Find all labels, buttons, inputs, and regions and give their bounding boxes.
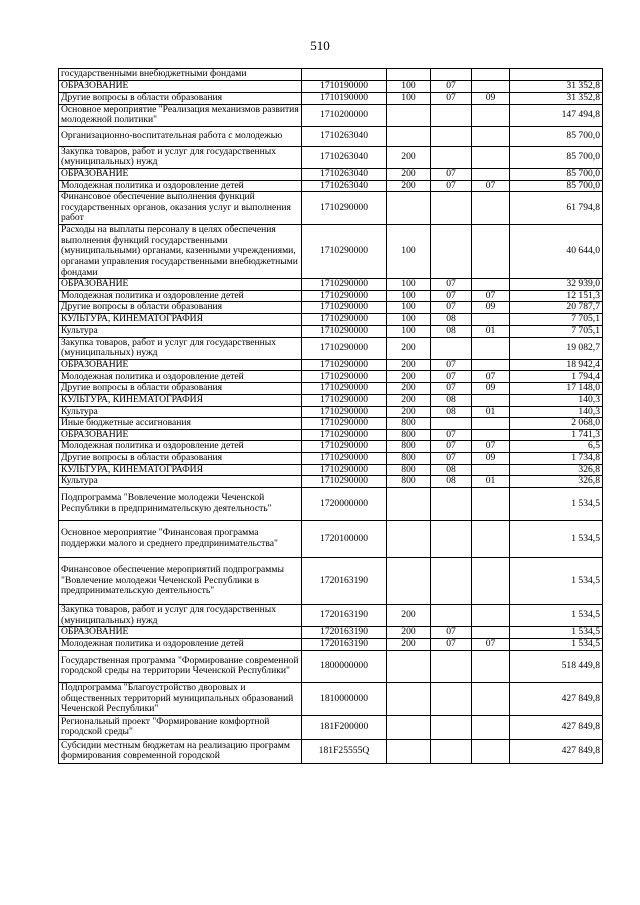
cell-rz bbox=[431, 337, 472, 359]
table-row bbox=[59, 638, 603, 650]
cell-pr: 07 bbox=[472, 290, 510, 302]
cell-rz: 08 bbox=[431, 313, 472, 325]
cell-name: Финансовое обеспечение мероприятий подпрограммы "Вовлечение молодежи Чеченской Республики в предпринимательскую деятельность" bbox=[59, 558, 302, 605]
cell-sum: 427 849,8 bbox=[510, 739, 603, 763]
cell-pr bbox=[472, 650, 510, 682]
cell-vr bbox=[387, 739, 431, 763]
cell-rz bbox=[431, 225, 472, 279]
table-row bbox=[59, 464, 603, 476]
cell-sum: 1 534,5 bbox=[510, 558, 603, 605]
cell-sum: 2 068,0 bbox=[510, 418, 603, 430]
cell-sum bbox=[510, 69, 603, 81]
cell-name: Молодежная политика и оздоровление детей bbox=[59, 290, 302, 302]
table-row bbox=[59, 650, 603, 682]
cell-sum: 18 942,4 bbox=[510, 359, 603, 371]
cell-pr: 09 bbox=[472, 92, 510, 104]
cell-pr bbox=[472, 715, 510, 739]
cell-name: Другие вопросы в области образования bbox=[59, 92, 302, 104]
cell-rz bbox=[431, 739, 472, 763]
cell-name: Молодежная политика и оздоровление детей bbox=[59, 180, 302, 192]
cell-code: 1710290000 bbox=[302, 464, 387, 476]
cell-sum: 20 787,7 bbox=[510, 302, 603, 314]
cell-code: 1710290000 bbox=[302, 441, 387, 453]
table-row bbox=[59, 739, 603, 763]
cell-code bbox=[302, 69, 387, 81]
cell-rz: 07 bbox=[431, 180, 472, 192]
cell-code: 1710290000 bbox=[302, 337, 387, 359]
cell-name: государственными внебюджетными фондами bbox=[59, 69, 302, 81]
cell-vr: 100 bbox=[387, 92, 431, 104]
cell-rz: 07 bbox=[431, 638, 472, 650]
cell-sum: 1 534,5 bbox=[510, 488, 603, 521]
cell-vr: 200 bbox=[387, 383, 431, 395]
cell-sum: 1 534,5 bbox=[510, 638, 603, 650]
cell-sum: 85 700,0 bbox=[510, 180, 603, 192]
cell-vr: 100 bbox=[387, 325, 431, 337]
cell-vr: 800 bbox=[387, 464, 431, 476]
cell-code: 1710290000 bbox=[302, 302, 387, 314]
cell-name: Расходы на выплаты персоналу в целях обеспечения выполнения функций государственными (муниципальными) органами, казенными учреждениями, органами управления государственными внебюджетными фондами bbox=[59, 225, 302, 279]
cell-name: ОБРАЗОВАНИЕ bbox=[59, 429, 302, 441]
table-row bbox=[59, 488, 603, 521]
cell-pr bbox=[472, 627, 510, 639]
cell-sum: 19 082,7 bbox=[510, 337, 603, 359]
cell-pr bbox=[472, 394, 510, 406]
cell-code: 1720163190 bbox=[302, 605, 387, 627]
cell-code: 1710290000 bbox=[302, 394, 387, 406]
cell-sum: 7 705,1 bbox=[510, 325, 603, 337]
cell-name: Государственная программа "Формирование современной городской среды на территории Чеченской Республики" bbox=[59, 650, 302, 682]
cell-pr bbox=[472, 104, 510, 126]
table-row bbox=[59, 337, 603, 359]
table-row bbox=[59, 279, 603, 291]
cell-rz bbox=[431, 104, 472, 126]
cell-vr: 100 bbox=[387, 313, 431, 325]
table-row bbox=[59, 418, 603, 430]
cell-pr bbox=[472, 69, 510, 81]
cell-pr bbox=[472, 464, 510, 476]
cell-pr bbox=[472, 337, 510, 359]
cell-code: 1710290000 bbox=[302, 313, 387, 325]
table-row bbox=[59, 69, 603, 81]
cell-vr: 200 bbox=[387, 359, 431, 371]
cell-name: Другие вопросы в области образования bbox=[59, 453, 302, 465]
cell-name: КУЛЬТУРА, КИНЕМАТОГРАФИЯ bbox=[59, 394, 302, 406]
cell-vr bbox=[387, 104, 431, 126]
cell-rz: 07 bbox=[431, 441, 472, 453]
table-row bbox=[59, 290, 603, 302]
cell-code: 1710263040 bbox=[302, 180, 387, 192]
cell-pr bbox=[472, 429, 510, 441]
table-row bbox=[59, 180, 603, 192]
cell-rz: 08 bbox=[431, 464, 472, 476]
cell-vr bbox=[387, 69, 431, 81]
cell-pr bbox=[472, 279, 510, 291]
cell-name: Подпрограмма "Вовлечение молодежи Чеченской Республики в предпринимательскую деятельность" bbox=[59, 488, 302, 521]
table-row bbox=[59, 80, 603, 92]
table-row bbox=[59, 521, 603, 558]
cell-vr: 800 bbox=[387, 453, 431, 465]
cell-name: Другие вопросы в области образования bbox=[59, 383, 302, 395]
cell-pr bbox=[472, 488, 510, 521]
cell-vr: 200 bbox=[387, 146, 431, 168]
table-row bbox=[59, 453, 603, 465]
cell-vr: 100 bbox=[387, 279, 431, 291]
cell-sum: 1 534,5 bbox=[510, 521, 603, 558]
cell-vr bbox=[387, 650, 431, 682]
cell-rz bbox=[431, 715, 472, 739]
cell-code: 1710290000 bbox=[302, 371, 387, 383]
cell-name: Закупка товаров, работ и услуг для государственных (муниципальных) нужд bbox=[59, 605, 302, 627]
cell-rz bbox=[431, 650, 472, 682]
cell-vr: 200 bbox=[387, 638, 431, 650]
cell-vr bbox=[387, 521, 431, 558]
cell-sum: 40 644,0 bbox=[510, 225, 603, 279]
cell-sum: 427 849,8 bbox=[510, 682, 603, 715]
cell-rz bbox=[431, 418, 472, 430]
cell-rz: 07 bbox=[431, 371, 472, 383]
table-row bbox=[59, 168, 603, 180]
cell-vr: 200 bbox=[387, 627, 431, 639]
cell-code: 1710263040 bbox=[302, 146, 387, 168]
cell-code: 1710290000 bbox=[302, 290, 387, 302]
cell-code: 1710290000 bbox=[302, 279, 387, 291]
cell-code: 181F25555Q bbox=[302, 739, 387, 763]
table-row bbox=[59, 192, 603, 225]
cell-vr bbox=[387, 558, 431, 605]
cell-pr bbox=[472, 225, 510, 279]
table-row bbox=[59, 476, 603, 488]
cell-name: Закупка товаров, работ и услуг для государственных (муниципальных) нужд bbox=[59, 146, 302, 168]
cell-sum: 518 449,8 bbox=[510, 650, 603, 682]
cell-code: 1710263040 bbox=[302, 126, 387, 146]
cell-sum: 12 151,3 bbox=[510, 290, 603, 302]
cell-code: 1710290000 bbox=[302, 476, 387, 488]
cell-sum: 7 705,1 bbox=[510, 313, 603, 325]
cell-rz bbox=[431, 488, 472, 521]
table-row bbox=[59, 383, 603, 395]
cell-name: Субсидии местным бюджетам на реализацию программ формирования современной городской bbox=[59, 739, 302, 763]
cell-rz: 07 bbox=[431, 453, 472, 465]
cell-name: Культура bbox=[59, 406, 302, 418]
cell-pr bbox=[472, 682, 510, 715]
cell-pr: 01 bbox=[472, 476, 510, 488]
cell-code: 1720100000 bbox=[302, 521, 387, 558]
cell-pr: 01 bbox=[472, 406, 510, 418]
cell-name: ОБРАЗОВАНИЕ bbox=[59, 279, 302, 291]
cell-pr: 09 bbox=[472, 383, 510, 395]
cell-name: ОБРАЗОВАНИЕ bbox=[59, 627, 302, 639]
cell-sum: 1 741,3 bbox=[510, 429, 603, 441]
cell-rz: 07 bbox=[431, 359, 472, 371]
table-row bbox=[59, 627, 603, 639]
cell-vr: 200 bbox=[387, 406, 431, 418]
cell-code: 1800000000 bbox=[302, 650, 387, 682]
cell-name: ОБРАЗОВАНИЕ bbox=[59, 168, 302, 180]
cell-rz: 08 bbox=[431, 394, 472, 406]
cell-vr: 200 bbox=[387, 337, 431, 359]
cell-sum: 1 534,5 bbox=[510, 627, 603, 639]
cell-rz: 07 bbox=[431, 290, 472, 302]
cell-rz: 07 bbox=[431, 429, 472, 441]
cell-vr bbox=[387, 682, 431, 715]
cell-rz: 07 bbox=[431, 80, 472, 92]
cell-rz bbox=[431, 605, 472, 627]
cell-sum: 6,5 bbox=[510, 441, 603, 453]
cell-rz: 07 bbox=[431, 279, 472, 291]
cell-pr bbox=[472, 192, 510, 225]
cell-vr bbox=[387, 488, 431, 521]
cell-sum: 326,8 bbox=[510, 464, 603, 476]
table-row bbox=[59, 313, 603, 325]
table-row bbox=[59, 394, 603, 406]
cell-code: 1710190000 bbox=[302, 80, 387, 92]
table-row bbox=[59, 92, 603, 104]
cell-sum: 140,3 bbox=[510, 406, 603, 418]
cell-code: 1710290000 bbox=[302, 359, 387, 371]
cell-pr bbox=[472, 168, 510, 180]
cell-pr bbox=[472, 80, 510, 92]
cell-sum: 32 939,0 bbox=[510, 279, 603, 291]
cell-vr: 100 bbox=[387, 80, 431, 92]
cell-rz bbox=[431, 146, 472, 168]
cell-pr: 09 bbox=[472, 302, 510, 314]
cell-name: Иные бюджетные ассигнования bbox=[59, 418, 302, 430]
cell-code: 1710290000 bbox=[302, 429, 387, 441]
cell-pr bbox=[472, 605, 510, 627]
cell-rz: 08 bbox=[431, 406, 472, 418]
cell-code: 1720000000 bbox=[302, 488, 387, 521]
cell-pr: 07 bbox=[472, 638, 510, 650]
cell-pr: 01 bbox=[472, 325, 510, 337]
cell-name: КУЛЬТУРА, КИНЕМАТОГРАФИЯ bbox=[59, 464, 302, 476]
cell-vr: 200 bbox=[387, 371, 431, 383]
cell-vr: 800 bbox=[387, 441, 431, 453]
cell-vr: 200 bbox=[387, 605, 431, 627]
cell-name: Молодежная политика и оздоровление детей bbox=[59, 441, 302, 453]
cell-sum: 427 849,8 bbox=[510, 715, 603, 739]
cell-rz: 07 bbox=[431, 383, 472, 395]
table-row bbox=[59, 126, 603, 146]
cell-sum: 85 700,0 bbox=[510, 126, 603, 146]
cell-sum: 17 148,0 bbox=[510, 383, 603, 395]
cell-pr bbox=[472, 521, 510, 558]
cell-sum: 61 794,8 bbox=[510, 192, 603, 225]
cell-pr bbox=[472, 146, 510, 168]
cell-pr: 09 bbox=[472, 453, 510, 465]
cell-rz: 08 bbox=[431, 476, 472, 488]
cell-code: 181F200000 bbox=[302, 715, 387, 739]
cell-vr: 800 bbox=[387, 429, 431, 441]
cell-pr: 07 bbox=[472, 441, 510, 453]
cell-name: Региональный проект "Формирование комфортной городской среды" bbox=[59, 715, 302, 739]
cell-name: Культура bbox=[59, 325, 302, 337]
cell-sum: 85 700,0 bbox=[510, 146, 603, 168]
cell-code: 1720163190 bbox=[302, 627, 387, 639]
cell-rz: 07 bbox=[431, 627, 472, 639]
cell-vr: 200 bbox=[387, 394, 431, 406]
cell-vr: 200 bbox=[387, 180, 431, 192]
cell-vr: 200 bbox=[387, 168, 431, 180]
cell-pr: 07 bbox=[472, 180, 510, 192]
cell-rz: 07 bbox=[431, 302, 472, 314]
cell-code: 1710290000 bbox=[302, 325, 387, 337]
cell-sum: 147 494,8 bbox=[510, 104, 603, 126]
cell-sum: 326,8 bbox=[510, 476, 603, 488]
table-row bbox=[59, 441, 603, 453]
cell-code: 1710290000 bbox=[302, 225, 387, 279]
cell-pr bbox=[472, 418, 510, 430]
cell-rz bbox=[431, 192, 472, 225]
cell-name: Молодежная политика и оздоровление детей bbox=[59, 371, 302, 383]
cell-code: 1710290000 bbox=[302, 418, 387, 430]
cell-pr bbox=[472, 313, 510, 325]
cell-rz bbox=[431, 126, 472, 146]
table-row bbox=[59, 302, 603, 314]
cell-name: КУЛЬТУРА, КИНЕМАТОГРАФИЯ bbox=[59, 313, 302, 325]
cell-vr bbox=[387, 192, 431, 225]
cell-rz: 07 bbox=[431, 92, 472, 104]
cell-name: Культура bbox=[59, 476, 302, 488]
cell-sum: 31 352,8 bbox=[510, 92, 603, 104]
cell-vr bbox=[387, 126, 431, 146]
cell-vr: 100 bbox=[387, 225, 431, 279]
cell-vr: 800 bbox=[387, 418, 431, 430]
cell-code: 1710290000 bbox=[302, 383, 387, 395]
cell-code: 1710290000 bbox=[302, 192, 387, 225]
budget-table bbox=[58, 68, 603, 764]
cell-name: ОБРАЗОВАНИЕ bbox=[59, 359, 302, 371]
table-row bbox=[59, 104, 603, 126]
cell-code: 1710263040 bbox=[302, 168, 387, 180]
cell-name: Основное мероприятие "Реализация механизмов развития молодежной политики" bbox=[59, 104, 302, 126]
cell-pr bbox=[472, 126, 510, 146]
cell-sum: 31 352,8 bbox=[510, 80, 603, 92]
cell-vr: 800 bbox=[387, 476, 431, 488]
table-row bbox=[59, 359, 603, 371]
cell-code: 1710190000 bbox=[302, 92, 387, 104]
cell-pr bbox=[472, 739, 510, 763]
cell-code: 1810000000 bbox=[302, 682, 387, 715]
cell-vr: 100 bbox=[387, 290, 431, 302]
cell-pr bbox=[472, 359, 510, 371]
cell-name: Молодежная политика и оздоровление детей bbox=[59, 638, 302, 650]
cell-name: Основное мероприятие "Финансовая программа поддержки малого и среднего предпринимательства" bbox=[59, 521, 302, 558]
cell-code: 1720163190 bbox=[302, 638, 387, 650]
page-number: 510 bbox=[310, 38, 330, 53]
cell-sum: 1 794,4 bbox=[510, 371, 603, 383]
table-row bbox=[59, 406, 603, 418]
table-row bbox=[59, 429, 603, 441]
cell-code: 1710290000 bbox=[302, 406, 387, 418]
cell-pr: 07 bbox=[472, 371, 510, 383]
cell-rz bbox=[431, 558, 472, 605]
cell-sum: 140,3 bbox=[510, 394, 603, 406]
cell-sum: 1 534,5 bbox=[510, 605, 603, 627]
cell-vr bbox=[387, 715, 431, 739]
table-row bbox=[59, 225, 603, 279]
cell-rz bbox=[431, 521, 472, 558]
table-row bbox=[59, 371, 603, 383]
cell-code: 1720163190 bbox=[302, 558, 387, 605]
table-row bbox=[59, 146, 603, 168]
cell-name: Другие вопросы в области образования bbox=[59, 302, 302, 314]
table-row bbox=[59, 715, 603, 739]
cell-rz bbox=[431, 682, 472, 715]
cell-rz: 07 bbox=[431, 168, 472, 180]
cell-name: ОБРАЗОВАНИЕ bbox=[59, 80, 302, 92]
table-row bbox=[59, 325, 603, 337]
cell-sum: 85 700,0 bbox=[510, 168, 603, 180]
cell-name: Организационно-воспитательная работа с молодежью bbox=[59, 126, 302, 146]
cell-pr bbox=[472, 558, 510, 605]
budget-table-body bbox=[59, 69, 603, 764]
table-row bbox=[59, 682, 603, 715]
cell-rz: 08 bbox=[431, 325, 472, 337]
cell-rz bbox=[431, 69, 472, 81]
table-row bbox=[59, 558, 603, 605]
cell-name: Финансовое обеспечение выполнения функций государственных органов, оказания услуг и выполнения работ bbox=[59, 192, 302, 225]
cell-name: Подпрограмма "Благоустройство дворовых и общественных территорий муниципальных образований Чеченской Республики" bbox=[59, 682, 302, 715]
cell-name: Закупка товаров, работ и услуг для государственных (муниципальных) нужд bbox=[59, 337, 302, 359]
cell-code: 1710200000 bbox=[302, 104, 387, 126]
cell-vr: 100 bbox=[387, 302, 431, 314]
cell-code: 1710290000 bbox=[302, 453, 387, 465]
cell-sum: 1 734,8 bbox=[510, 453, 603, 465]
table-row bbox=[59, 605, 603, 627]
